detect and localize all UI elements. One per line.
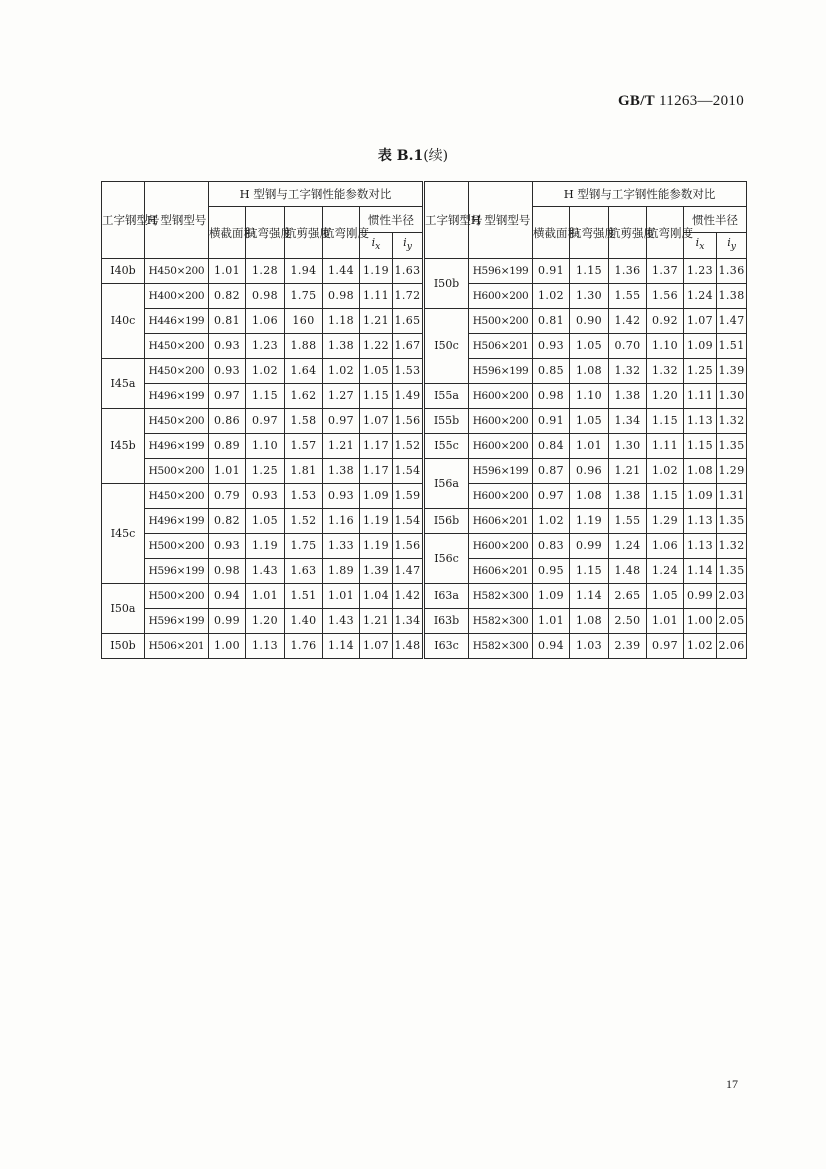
- bend-stiffness-cell: 0.98: [323, 284, 360, 309]
- bend-stiffness-cell: 1.10: [647, 334, 684, 359]
- section-cell: Ⅰ55a: [424, 384, 469, 409]
- iy-cell: 1.42: [393, 584, 424, 609]
- area-cell: 1.02: [533, 509, 570, 534]
- iy-cell: 1.63: [393, 259, 424, 284]
- iy-cell: 1.59: [393, 484, 424, 509]
- shear-strength-cell: 1.76: [285, 634, 323, 659]
- table-row: [102, 534, 747, 559]
- bend-stiffness-cell: 1.05: [647, 584, 684, 609]
- bend-strength-cell: 1.05: [570, 409, 609, 434]
- bend-strength-cell: 0.98: [246, 284, 285, 309]
- shear-strength-cell: 1.38: [609, 384, 647, 409]
- page-number: 17: [726, 1077, 738, 1091]
- h-model-cell: H450×200: [145, 259, 209, 284]
- bend-stiffness-cell: 1.06: [647, 534, 684, 559]
- iy-cell: 2.03: [717, 584, 747, 609]
- shear-strength-cell: 1.24: [609, 534, 647, 559]
- iy-cell: 2.05: [717, 609, 747, 634]
- header-group-left: H 型钢与工字钢性能参数对比: [209, 182, 424, 207]
- bend-strength-cell: 1.15: [570, 259, 609, 284]
- area-cell: 0.95: [533, 559, 570, 584]
- iy-cell: 1.56: [393, 409, 424, 434]
- h-model-cell: H606×201: [469, 509, 533, 534]
- bend-stiffness-cell: 1.14: [323, 634, 360, 659]
- section-cell: Ⅰ55b: [424, 409, 469, 434]
- iy-cell: 1.35: [717, 559, 747, 584]
- header-shear-strength-left: 抗剪强度: [285, 207, 323, 259]
- ix-cell: 1.21: [360, 309, 393, 334]
- bend-stiffness-cell: 1.18: [323, 309, 360, 334]
- header-gyration-left: 惯性半径: [360, 207, 424, 233]
- bend-strength-cell: 1.01: [570, 434, 609, 459]
- section-cell: Ⅰ50a: [102, 584, 145, 634]
- bend-stiffness-cell: 0.92: [647, 309, 684, 334]
- iy-cell: 1.56: [393, 534, 424, 559]
- section-cell: Ⅰ63b: [424, 609, 469, 634]
- bend-strength-cell: 1.20: [246, 609, 285, 634]
- iy-cell: 1.34: [393, 609, 424, 634]
- header-section-left: 工字钢型号: [102, 182, 145, 259]
- ix-cell: 1.15: [360, 384, 393, 409]
- iy-cell: 1.54: [393, 459, 424, 484]
- iy-cell: 1.52: [393, 434, 424, 459]
- bend-strength-cell: 1.23: [246, 334, 285, 359]
- bend-strength-cell: 1.19: [246, 534, 285, 559]
- ix-cell: 1.19: [360, 259, 393, 284]
- h-model-cell: H506×201: [469, 334, 533, 359]
- bend-strength-cell: 1.14: [570, 584, 609, 609]
- standard-number: [618, 93, 744, 110]
- bend-stiffness-cell: 1.56: [647, 284, 684, 309]
- h-model-cell: H500×200: [469, 309, 533, 334]
- area-cell: 0.86: [209, 409, 246, 434]
- bend-strength-cell: 1.15: [570, 559, 609, 584]
- header-bend-stiffness-right: 抗弯刚度: [647, 207, 684, 259]
- header-iy-left: $i_y$: [393, 233, 424, 259]
- iy-cell: 1.67: [393, 334, 424, 359]
- header-ix-right: $i_x$: [684, 233, 717, 259]
- area-cell: 0.82: [209, 284, 246, 309]
- bend-stiffness-cell: 1.43: [323, 609, 360, 634]
- bend-stiffness-cell: 1.24: [647, 559, 684, 584]
- section-cell: Ⅰ45a: [102, 359, 145, 409]
- h-model-cell: H600×200: [469, 284, 533, 309]
- h-model-cell: H582×300: [469, 584, 533, 609]
- area-cell: 0.83: [533, 534, 570, 559]
- table-row: [102, 384, 747, 409]
- shear-strength-cell: 1.53: [285, 484, 323, 509]
- h-model-cell: H500×200: [145, 459, 209, 484]
- area-cell: 0.94: [209, 584, 246, 609]
- comparison-table: [101, 181, 747, 659]
- h-model-cell: H582×300: [469, 609, 533, 634]
- ix-cell: 1.21: [360, 609, 393, 634]
- iy-cell: 1.47: [717, 309, 747, 334]
- shear-strength-cell: 1.48: [609, 559, 647, 584]
- h-model-cell: H596×199: [469, 459, 533, 484]
- h-model-cell: H496×199: [145, 384, 209, 409]
- iy-cell: 1.47: [393, 559, 424, 584]
- bend-strength-cell: 1.01: [246, 584, 285, 609]
- bend-stiffness-cell: 1.01: [647, 609, 684, 634]
- bend-stiffness-cell: 1.15: [647, 484, 684, 509]
- bend-strength-cell: 1.06: [246, 309, 285, 334]
- shear-strength-cell: 1.57: [285, 434, 323, 459]
- area-cell: 0.93: [533, 334, 570, 359]
- h-model-cell: H450×200: [145, 334, 209, 359]
- h-model-cell: H450×200: [145, 409, 209, 434]
- area-cell: 1.09: [533, 584, 570, 609]
- ix-cell: 1.09: [684, 484, 717, 509]
- iy-cell: 1.29: [717, 459, 747, 484]
- area-cell: 0.99: [209, 609, 246, 634]
- area-cell: 0.81: [209, 309, 246, 334]
- header-section-right: 工字钢型号: [424, 182, 469, 259]
- shear-strength-cell: 1.34: [609, 409, 647, 434]
- iy-cell: 1.36: [717, 259, 747, 284]
- bend-strength-cell: 1.08: [570, 359, 609, 384]
- bend-strength-cell: 1.13: [246, 634, 285, 659]
- h-model-cell: H606×201: [469, 559, 533, 584]
- area-cell: 0.94: [533, 634, 570, 659]
- bend-stiffness-cell: 1.02: [647, 459, 684, 484]
- bend-stiffness-cell: 0.93: [323, 484, 360, 509]
- bend-strength-cell: 1.25: [246, 459, 285, 484]
- area-cell: 0.98: [533, 384, 570, 409]
- iy-cell: 1.49: [393, 384, 424, 409]
- bend-stiffness-cell: 1.21: [323, 434, 360, 459]
- ix-cell: 1.13: [684, 509, 717, 534]
- shear-strength-cell: 1.30: [609, 434, 647, 459]
- table-row: [102, 509, 747, 534]
- iy-cell: 1.32: [717, 534, 747, 559]
- h-model-cell: H506×201: [145, 634, 209, 659]
- bend-stiffness-cell: 1.33: [323, 534, 360, 559]
- area-cell: 0.82: [209, 509, 246, 534]
- ix-cell: 1.11: [684, 384, 717, 409]
- standard-code: 11263—2010: [659, 93, 744, 109]
- ix-cell: 1.09: [360, 484, 393, 509]
- area-cell: 1.02: [533, 284, 570, 309]
- ix-cell: 1.05: [360, 359, 393, 384]
- bend-stiffness-cell: 1.02: [323, 359, 360, 384]
- bend-strength-cell: 1.02: [246, 359, 285, 384]
- shear-strength-cell: 160: [285, 309, 323, 334]
- shear-strength-cell: 1.63: [285, 559, 323, 584]
- table-caption-label: 表 B.1: [377, 148, 424, 164]
- ix-cell: 1.17: [360, 434, 393, 459]
- iy-cell: 1.39: [717, 359, 747, 384]
- ix-cell: 1.13: [684, 409, 717, 434]
- ix-cell: 1.02: [684, 634, 717, 659]
- h-model-cell: H496×199: [145, 509, 209, 534]
- bend-stiffness-cell: 0.97: [323, 409, 360, 434]
- section-cell: Ⅰ56b: [424, 509, 469, 534]
- ix-cell: 1.11: [360, 284, 393, 309]
- area-cell: 0.81: [533, 309, 570, 334]
- header-iy-right: $i_y$: [717, 233, 747, 259]
- h-model-cell: H596×199: [469, 359, 533, 384]
- area-cell: 1.01: [209, 459, 246, 484]
- bend-stiffness-cell: 1.32: [647, 359, 684, 384]
- section-cell: Ⅰ63a: [424, 584, 469, 609]
- area-cell: 0.84: [533, 434, 570, 459]
- iy-cell: 1.54: [393, 509, 424, 534]
- bend-stiffness-cell: 1.29: [647, 509, 684, 534]
- ix-cell: 1.00: [684, 609, 717, 634]
- iy-cell: 1.30: [717, 384, 747, 409]
- h-model-cell: H496×199: [145, 434, 209, 459]
- h-model-cell: H596×199: [469, 259, 533, 284]
- area-cell: 0.97: [533, 484, 570, 509]
- area-cell: 0.89: [209, 434, 246, 459]
- bend-strength-cell: 1.05: [570, 334, 609, 359]
- iy-cell: 1.51: [717, 334, 747, 359]
- header-hmodel-right: H 型钢型号: [469, 182, 533, 259]
- h-model-cell: H600×200: [469, 534, 533, 559]
- ix-cell: 1.19: [360, 534, 393, 559]
- iy-cell: 1.38: [717, 284, 747, 309]
- h-model-cell: H582×300: [469, 634, 533, 659]
- bend-stiffness-cell: 1.44: [323, 259, 360, 284]
- shear-strength-cell: 2.50: [609, 609, 647, 634]
- section-cell: Ⅰ45b: [102, 409, 145, 484]
- ix-cell: 1.24: [684, 284, 717, 309]
- table-row: [102, 409, 747, 434]
- section-cell: Ⅰ55c: [424, 434, 469, 459]
- table-row: [102, 459, 747, 484]
- bend-strength-cell: 1.08: [570, 484, 609, 509]
- iy-cell: 1.72: [393, 284, 424, 309]
- ix-cell: 1.07: [360, 409, 393, 434]
- header-bend-strength-left: 抗弯强度: [246, 207, 285, 259]
- h-model-cell: H600×200: [469, 384, 533, 409]
- area-cell: 0.91: [533, 259, 570, 284]
- header-gyration-right: 惯性半径: [684, 207, 747, 233]
- bend-strength-cell: 1.15: [246, 384, 285, 409]
- header-area-right: 横截面积: [533, 207, 570, 259]
- section-cell: Ⅰ50b: [102, 634, 145, 659]
- section-cell: Ⅰ40c: [102, 284, 145, 359]
- h-model-cell: H596×199: [145, 559, 209, 584]
- area-cell: 0.91: [533, 409, 570, 434]
- bend-stiffness-cell: 1.01: [323, 584, 360, 609]
- header-area-left: 横截面积: [209, 207, 246, 259]
- section-cell: Ⅰ40b: [102, 259, 145, 284]
- bend-stiffness-cell: 1.38: [323, 334, 360, 359]
- iy-cell: 1.35: [717, 434, 747, 459]
- table-row: [102, 634, 747, 659]
- shear-strength-cell: 1.58: [285, 409, 323, 434]
- shear-strength-cell: 0.70: [609, 334, 647, 359]
- bend-strength-cell: 1.10: [246, 434, 285, 459]
- ix-cell: 1.07: [684, 309, 717, 334]
- bend-stiffness-cell: 1.16: [323, 509, 360, 534]
- h-model-cell: H446×199: [145, 309, 209, 334]
- shear-strength-cell: 1.55: [609, 284, 647, 309]
- iy-cell: 2.06: [717, 634, 747, 659]
- shear-strength-cell: 2.65: [609, 584, 647, 609]
- iy-cell: 1.48: [393, 634, 424, 659]
- bend-strength-cell: 1.43: [246, 559, 285, 584]
- bend-strength-cell: 0.90: [570, 309, 609, 334]
- ix-cell: 1.15: [684, 434, 717, 459]
- shear-strength-cell: 2.39: [609, 634, 647, 659]
- area-cell: 1.01: [533, 609, 570, 634]
- table-caption: [0, 145, 826, 165]
- shear-strength-cell: 1.32: [609, 359, 647, 384]
- area-cell: 0.93: [209, 534, 246, 559]
- h-model-cell: H600×200: [469, 434, 533, 459]
- ix-cell: 1.07: [360, 634, 393, 659]
- section-cell: Ⅰ63c: [424, 634, 469, 659]
- bend-strength-cell: 1.08: [570, 609, 609, 634]
- iy-cell: 1.32: [717, 409, 747, 434]
- table-caption-suffix: (续): [423, 148, 449, 164]
- iy-cell: 1.53: [393, 359, 424, 384]
- shear-strength-cell: 1.62: [285, 384, 323, 409]
- bend-stiffness-cell: 1.20: [647, 384, 684, 409]
- bend-strength-cell: 0.97: [246, 409, 285, 434]
- table-row: [102, 259, 747, 284]
- bend-strength-cell: 1.10: [570, 384, 609, 409]
- ix-cell: 1.17: [360, 459, 393, 484]
- h-model-cell: H500×200: [145, 584, 209, 609]
- iy-cell: 1.65: [393, 309, 424, 334]
- h-model-cell: H596×199: [145, 609, 209, 634]
- ix-cell: 1.09: [684, 334, 717, 359]
- shear-strength-cell: 1.40: [285, 609, 323, 634]
- shear-strength-cell: 1.75: [285, 284, 323, 309]
- header-bend-stiffness-left: 抗弯刚度: [323, 207, 360, 259]
- bend-stiffness-cell: 0.97: [647, 634, 684, 659]
- table-row: [102, 584, 747, 609]
- bend-strength-cell: 1.28: [246, 259, 285, 284]
- area-cell: 1.01: [209, 259, 246, 284]
- bend-strength-cell: 0.99: [570, 534, 609, 559]
- bend-stiffness-cell: 1.37: [647, 259, 684, 284]
- bend-strength-cell: 1.03: [570, 634, 609, 659]
- h-model-cell: H450×200: [145, 359, 209, 384]
- ix-cell: 1.22: [360, 334, 393, 359]
- header-ix-left: $i_x$: [360, 233, 393, 259]
- shear-strength-cell: 1.81: [285, 459, 323, 484]
- shear-strength-cell: 1.88: [285, 334, 323, 359]
- bend-stiffness-cell: 1.38: [323, 459, 360, 484]
- table-row: [102, 309, 747, 334]
- h-model-cell: H600×200: [469, 484, 533, 509]
- bend-strength-cell: 1.30: [570, 284, 609, 309]
- area-cell: 0.93: [209, 334, 246, 359]
- shear-strength-cell: 1.52: [285, 509, 323, 534]
- bend-strength-cell: 1.05: [246, 509, 285, 534]
- bend-strength-cell: 1.19: [570, 509, 609, 534]
- area-cell: 0.93: [209, 359, 246, 384]
- area-cell: 0.97: [209, 384, 246, 409]
- bend-strength-cell: 0.96: [570, 459, 609, 484]
- area-cell: 1.00: [209, 634, 246, 659]
- shear-strength-cell: 1.21: [609, 459, 647, 484]
- header-hmodel-left: H 型钢型号: [145, 182, 209, 259]
- shear-strength-cell: 1.42: [609, 309, 647, 334]
- section-cell: Ⅰ56a: [424, 459, 469, 509]
- table-body: [102, 259, 747, 659]
- ix-cell: 1.14: [684, 559, 717, 584]
- area-cell: 0.98: [209, 559, 246, 584]
- shear-strength-cell: 1.75: [285, 534, 323, 559]
- header-bend-strength-right: 抗弯强度: [570, 207, 609, 259]
- table-row: [102, 434, 747, 459]
- section-cell: Ⅰ50b: [424, 259, 469, 309]
- header-group-right: H 型钢与工字钢性能参数对比: [533, 182, 747, 207]
- shear-strength-cell: 1.36: [609, 259, 647, 284]
- bend-stiffness-cell: 1.11: [647, 434, 684, 459]
- shear-strength-cell: 1.94: [285, 259, 323, 284]
- ix-cell: 1.25: [684, 359, 717, 384]
- section-cell: Ⅰ45c: [102, 484, 145, 584]
- section-cell: Ⅰ56c: [424, 534, 469, 584]
- shear-strength-cell: 1.51: [285, 584, 323, 609]
- ix-cell: 1.04: [360, 584, 393, 609]
- bend-stiffness-cell: 1.89: [323, 559, 360, 584]
- ix-cell: 1.39: [360, 559, 393, 584]
- shear-strength-cell: 1.55: [609, 509, 647, 534]
- ix-cell: 1.13: [684, 534, 717, 559]
- iy-cell: 1.35: [717, 509, 747, 534]
- header-shear-strength-right: 抗剪强度: [609, 207, 647, 259]
- bend-stiffness-cell: 1.15: [647, 409, 684, 434]
- shear-strength-cell: 1.64: [285, 359, 323, 384]
- h-model-cell: H450×200: [145, 484, 209, 509]
- area-cell: 0.87: [533, 459, 570, 484]
- bend-stiffness-cell: 1.27: [323, 384, 360, 409]
- standard-prefix: GB/T: [617, 93, 655, 109]
- ix-cell: 1.08: [684, 459, 717, 484]
- ix-cell: 1.23: [684, 259, 717, 284]
- section-cell: Ⅰ50c: [424, 309, 469, 384]
- h-model-cell: H500×200: [145, 534, 209, 559]
- h-model-cell: H600×200: [469, 409, 533, 434]
- area-cell: 0.85: [533, 359, 570, 384]
- ix-cell: 1.19: [360, 509, 393, 534]
- bend-strength-cell: 0.93: [246, 484, 285, 509]
- shear-strength-cell: 1.38: [609, 484, 647, 509]
- h-model-cell: H400×200: [145, 284, 209, 309]
- table-row: [102, 609, 747, 634]
- ix-cell: 0.99: [684, 584, 717, 609]
- area-cell: 0.79: [209, 484, 246, 509]
- iy-cell: 1.31: [717, 484, 747, 509]
